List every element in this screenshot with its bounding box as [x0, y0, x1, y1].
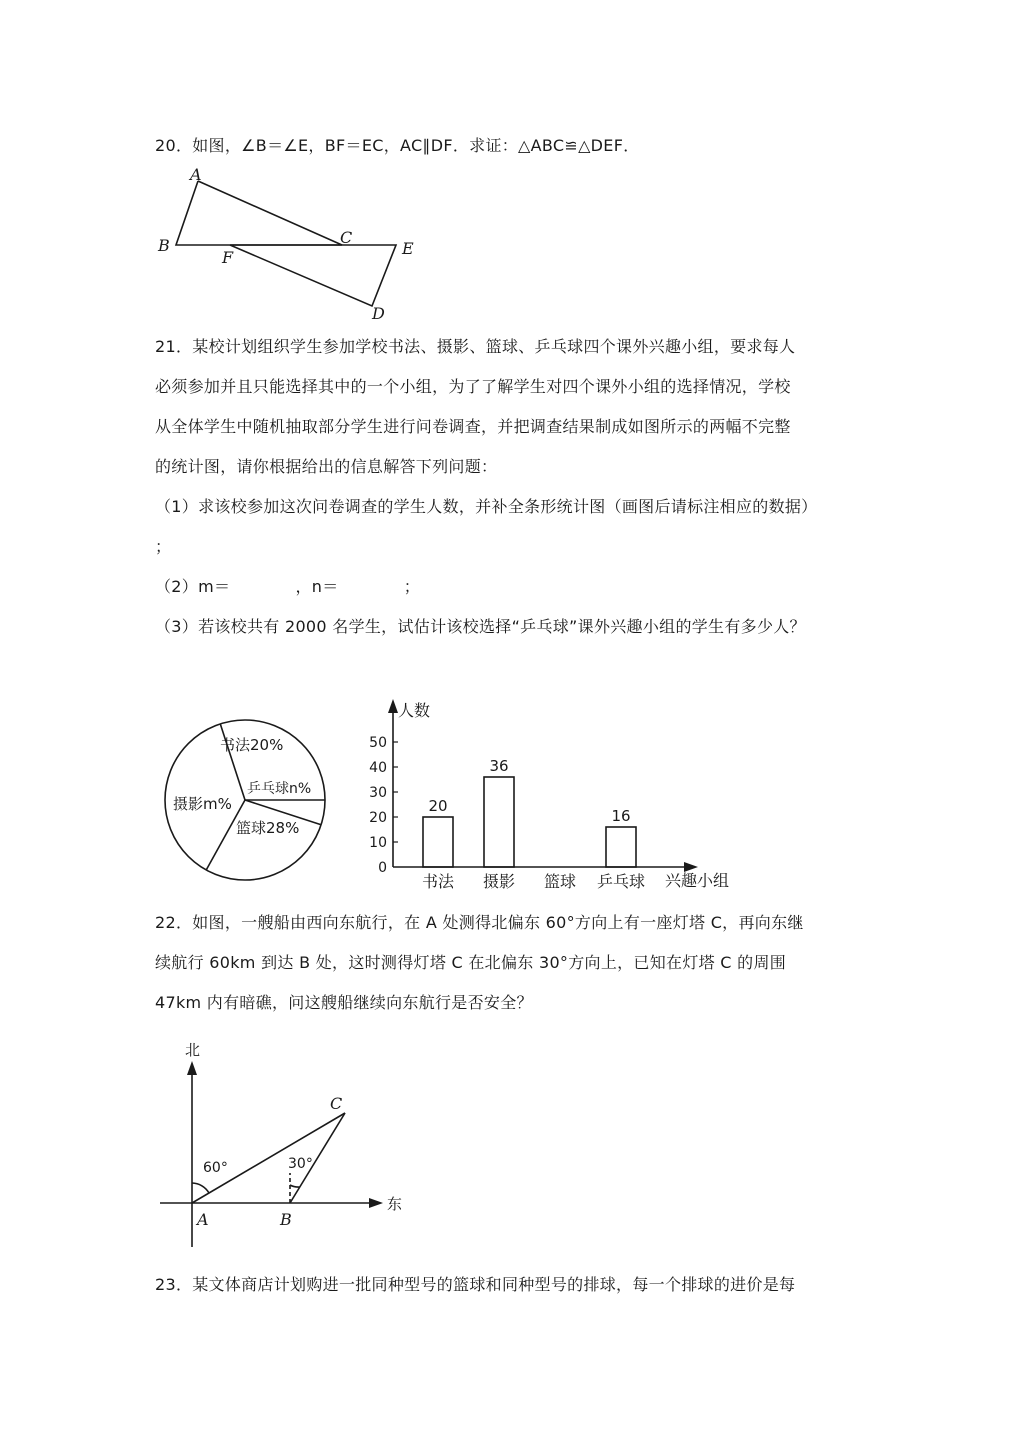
y-tick-label-2: 20: [369, 810, 387, 826]
pie-slice-label-1: 乒乓球n%: [247, 781, 312, 797]
x-tick-label-0: 书法: [421, 872, 455, 891]
label-a: A: [197, 1210, 209, 1229]
q22-line-2: 续航行 60km 到达 B 处，这时测得灯塔 C 在北偏东 30°方向上，已知在灯塔 C 的周围: [155, 953, 787, 972]
x-tick-label-1: 摄影: [482, 872, 516, 891]
y-tick-label-4: 40: [369, 760, 387, 776]
bar-1: [484, 777, 514, 867]
angle-arc-a: [192, 1183, 209, 1193]
label-c: C: [330, 1094, 343, 1113]
north-label: 北: [185, 1041, 201, 1059]
pie-slice-label-2: 篮球28%: [236, 819, 300, 837]
pie-chart: [160, 715, 330, 885]
y-tick-label-0: 0: [378, 860, 387, 876]
east-arrow-icon: [369, 1198, 383, 1208]
pie-slice-label-0: 书法20%: [220, 736, 284, 754]
label-b: B: [280, 1210, 292, 1229]
label-b: B: [158, 236, 170, 255]
y-axis-arrow-icon: [388, 699, 398, 713]
angle-label-30: 30°: [288, 1156, 313, 1172]
angle-arc-b: [290, 1185, 300, 1187]
x-tick-label-3: 乒乓球: [596, 872, 646, 891]
north-arrow-icon: [187, 1061, 197, 1075]
label-d: D: [372, 304, 385, 323]
bar-3: [606, 827, 636, 867]
bar-data-label-3: 16: [611, 807, 631, 825]
q21-part-3: （3）若该校共有 2000 名学生，试估计该校选择“乒乓球”课外兴趣小组的学生有多少人？: [155, 617, 806, 636]
q22-line-1: 22．如图，一艘船由西向东航行，在 A 处测得北偏东 60°方向上有一座灯塔 C，再向东继: [155, 913, 804, 932]
bar-chart: [360, 695, 750, 895]
q21-part-2: （2）m＝ ，n＝ ；: [155, 577, 421, 596]
triangle-abc: [176, 181, 342, 245]
y-tick-label-3: 30: [369, 785, 387, 801]
q21-part-1: （1）求该校参加这次问卷调查的学生人数，并补全条形统计图（画图后请标注相应的数据）: [155, 497, 818, 516]
label-a: A: [190, 165, 202, 184]
q22-line-3: 47km 内有暗礁，问这艘船继续向东航行是否安全？: [155, 993, 533, 1012]
q20-text: 20．如图，∠B＝∠E，BF＝EC，AC∥DF．求证：△ABC≌△DEF．: [155, 136, 640, 155]
y-tick-label-1: 10: [369, 835, 387, 851]
segment-ac: [192, 1113, 345, 1203]
q20-triangle-figure: [150, 165, 430, 325]
q21-line-4: 的统计图，请你根据给出的信息解答下列问题：: [155, 457, 498, 476]
q21-part-1-cont: ；: [155, 537, 172, 556]
bar-0: [423, 817, 453, 867]
q21-line-2: 必须参加并且只能选择其中的一个小组，为了了解学生对四个课外小组的选择情况，学校: [155, 377, 791, 396]
x-axis-label: 兴趣小组: [665, 871, 730, 890]
q23-text: 23．某文体商店计划购进一批同种型号的篮球和同种型号的排球，每一个排球的进价是每: [155, 1275, 796, 1294]
label-c: C: [340, 228, 353, 247]
triangle-def: [230, 245, 396, 306]
bar-data-label-1: 36: [489, 757, 509, 775]
y-tick-label-5: 50: [369, 735, 387, 751]
east-label: 东: [387, 1195, 403, 1213]
y-axis-label: 人数: [398, 701, 431, 720]
q22-navigation-figure: [155, 1035, 415, 1255]
bar-data-label-0: 20: [428, 797, 448, 815]
q21-line-3: 从全体学生中随机抽取部分学生进行问卷调查，并把调查结果制成如图所示的两幅不完整: [155, 417, 791, 436]
bar-axes: [393, 709, 688, 867]
x-tick-label-2: 篮球: [543, 872, 577, 891]
label-f: F: [222, 248, 234, 267]
label-e: E: [402, 239, 414, 258]
angle-label-60: 60°: [203, 1160, 228, 1176]
q21-line-1: 21．某校计划组织学生参加学校书法、摄影、篮球、乒乓球四个课外兴趣小组，要求每人: [155, 337, 796, 356]
pie-slice-label-3: 摄影m%: [173, 795, 232, 813]
